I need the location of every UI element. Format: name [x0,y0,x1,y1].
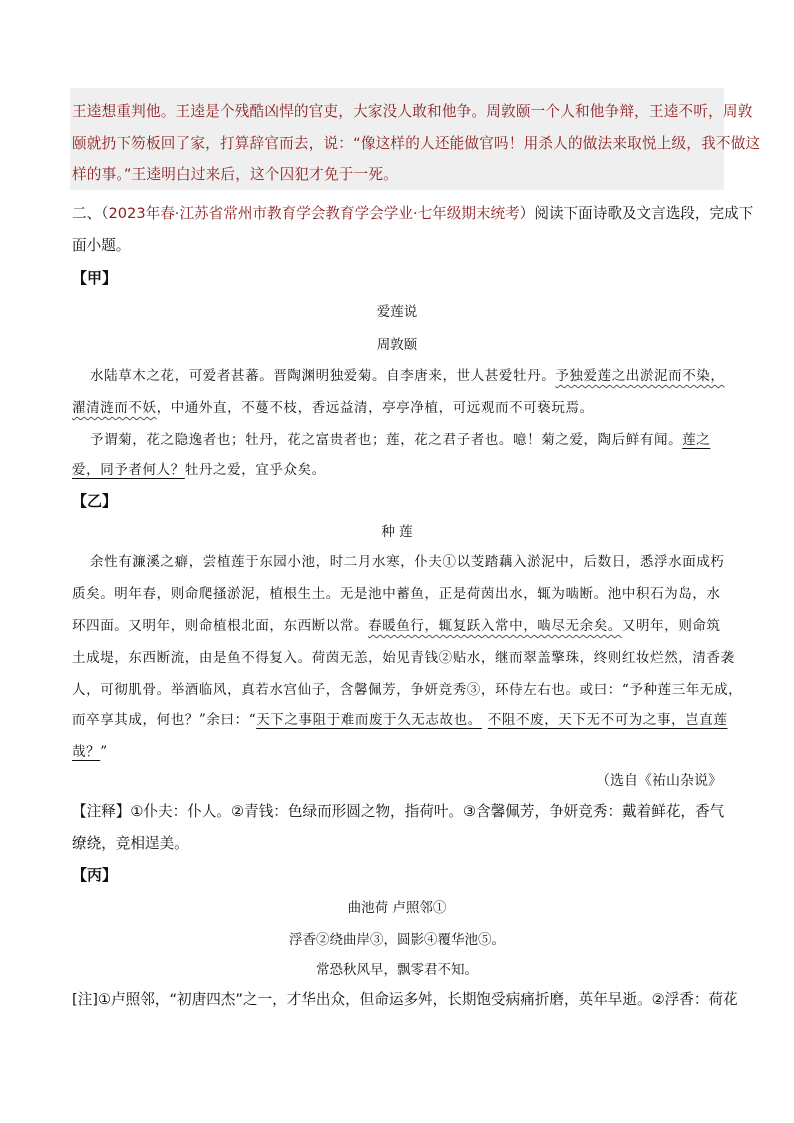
jia-paragraph-1-line-1 [90,364,725,384]
yi-text: 又明年，则命筑 [621,618,721,634]
answer-line-1: 王逵想重判他。王逵是个残酷凶悍的官吏，大家没人敢和他争。周敦颐一个人和他争辩，王逵不听，周敦 [72,103,753,120]
bing-note: [注]①卢照邻，“初唐四杰”之一，才华出众，但命运多舛，长期饱受病痛折磨，英年早逝。②浮香：荷花 [72,991,738,1008]
jia-paragraph-1-line-2 [72,396,594,416]
jia-text: ，中通外直，不蔓不枝，香远益清，亭亭净植，可远观而不可亵玩焉。 [156,400,594,416]
question-2-line-2: 面小题。 [72,237,131,254]
yi-line-1: 余性有濂溪之癖，尝植莲于东园小池，时二月水寒，仆夫①以芰踏藕入淤泥中，后数日，悉浮水面成朽 [90,554,725,570]
yi-text: ” [100,744,108,760]
jia-wavy-underline: 濯清涟而不妖 [72,400,157,416]
jia-paragraph-2-line-2 [72,458,326,478]
jia-text: 牡丹之爱，宜乎众矣。 [184,462,326,478]
yi-wavy-underline: 春暖鱼行，辄复跃入常中，啮尽无余矣。 [368,618,622,634]
yi-line-2: 质矣。明年春，则命爬搔淤泥，植根生土。无是池中蓄鱼，正是荷茵出水，辄为啮断。池中积石为岛，水 [72,586,721,602]
answer-line-2: 颐就扔下笏板回了家，打算辞官而去，说：“像这样的人还能做官吗！用杀人的做法来取悦上级，我不做这 [72,135,761,152]
section-jia-tag: 【甲】 [72,269,118,287]
jia-wavy-underline: 予独爱莲之出淤泥而不染， [555,368,725,384]
answer-line-3: 样的事。”王逵明白过来后，这个囚犯才免于一死。 [72,166,398,183]
yi-notes-line-1: 【注释】①仆夫：仆人。②青钱：色绿而形圆之物，指荷叶。③含馨佩芳，争妍竞秀：戴着鲜花，香气 [72,803,725,820]
yi-line-6 [72,708,728,728]
section-bing-tag: 【丙】 [72,866,118,884]
yi-line-5: 人，可彻肌骨。举酒临风，真若水宫仙子，含馨佩芳，争妍竞秀③，环侍左右也。或曰：“予种莲三年无成， [72,682,743,698]
yi-source: （选自《祐山杂说》 [596,773,722,789]
yi-underline: 哉？ [72,744,101,760]
jia-underline: 爱，同予者何人？ [72,462,185,478]
jia-paragraph-2-line-1 [90,428,710,448]
section-jia-author: 周敦颐 [376,337,418,353]
yi-line-7 [72,740,108,760]
question-2-line-1 [72,202,753,223]
yi-line-4: 土成堤，东西断流，由是鱼不得复入。荷茵无恙，始见青钱②贴水，继而翠盖擎珠，终则红妆烂然，清香袭 [72,650,735,666]
jia-text: 水陆草木之花，可爱者甚蕃。晋陶渊明独爱菊。自李唐来，世人甚爱牡丹。 [90,368,556,384]
section-bing-poem-line-2: 常恐秋风早，飘零君不知。 [316,962,478,978]
yi-notes-line-2: 缭绕，竞相逞美。 [72,835,189,852]
section-bing-title: 曲池荷 卢照邻① [347,900,447,916]
yi-text: 环四面。又明年，则命植根北面，东西断以常。 [72,618,369,634]
section-yi-title: 种 莲 [381,524,413,540]
yi-underline: 天下之事阻于难而废于久无志故也。 [256,712,482,728]
yi-text: 而卒享其成，何也？”余曰：“ [72,712,257,728]
section-yi-tag: 【乙】 [72,492,118,510]
question-prefix: 二、（ [72,205,109,222]
jia-underline: 莲之 [682,432,711,448]
section-jia-title: 爱莲说 [376,304,418,320]
question-suffix: ）阅读下面诗歌及文言选段，完成下 [519,205,754,222]
question-source: 2023年春·江苏省常州市教育学会教育学会学业·七年级期末统考 [108,205,520,222]
jia-text: 予谓菊，花之隐逸者也；牡丹，花之富贵者也；莲，花之君子者也。噫！菊之爱，陶后鲜有闻。 [90,432,683,448]
section-bing-poem-line-1: 浮香②绕曲岸③，圆影④覆华池⑤。 [289,932,505,948]
yi-line-3 [72,614,721,634]
yi-underline: 不阻不废，天下无不可为之事，岂直莲 [487,712,728,728]
